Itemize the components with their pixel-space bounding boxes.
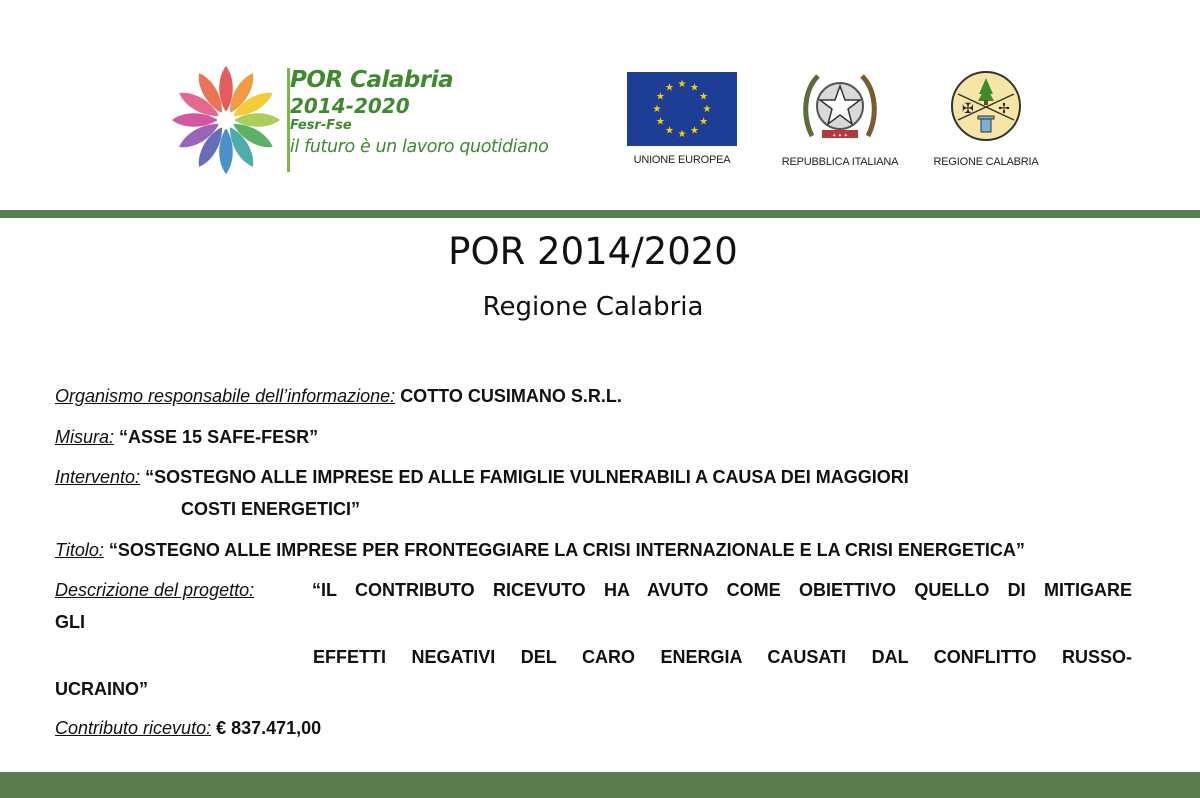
field-descrizione (55, 578, 254, 602)
por-calabria-logo (170, 62, 610, 182)
field-intervento (55, 465, 909, 489)
organismo-label: Organismo responsabile dell’informazione: (55, 386, 396, 406)
contributo-value: € 837.471,00 (216, 718, 322, 738)
page-title: POR 2014/2020 (448, 230, 738, 273)
eu-flag-icon (627, 72, 737, 146)
svg-text:★: ★ (665, 125, 674, 137)
field-organismo (55, 384, 622, 408)
por-logo-text (290, 66, 548, 160)
intervento-value-line2: COSTI ENERGETICI” (181, 499, 361, 519)
svg-text:★: ★ (699, 91, 709, 103)
svg-text:✢: ✢ (998, 101, 1010, 117)
svg-text:★: ★ (677, 129, 687, 140)
descrizione-value-line2: GLI (55, 612, 85, 632)
titolo-value: “SOSTEGNO ALLE IMPRESE PER FRONTEGGIARE LA CRISI INTERNAZIONALE E LA CRISI ENERGETICA” (108, 540, 1025, 560)
field-misura (55, 425, 318, 449)
por-logo-slogan: il futuro è un lavoro quotidiano (290, 137, 549, 157)
logo-header (0, 0, 1200, 210)
eu-label: UNIONE EUROPEA (633, 154, 731, 166)
organismo-value: COTTO CUSIMANO S.R.L. (400, 386, 622, 406)
calabria-label: REGIONE CALABRIA (933, 156, 1039, 168)
por-logo-fund: Fesr-Fse (290, 118, 352, 133)
top-divider (0, 210, 1200, 218)
por-logo-years: 2014-2020 (290, 94, 410, 118)
svg-text:✠: ✠ (962, 101, 974, 117)
intervento-value-line1: “SOSTEGNO ALLE IMPRESE ED ALLE FAMIGLIE VULNERABILI A CAUSA DEI MAGGIORI (145, 467, 909, 487)
bottom-divider (0, 772, 1200, 798)
svg-text:★: ★ (699, 116, 709, 128)
field-contributo (55, 716, 321, 740)
field-intervento-cont (181, 497, 360, 521)
misura-value: “ASSE 15 SAFE-FESR” (119, 427, 319, 447)
descrizione-value-line1: “IL CONTRIBUTO RICEVUTO HA AVUTO COME OBIETTIVO QUELLO DI MITIGARE (312, 580, 1132, 600)
italy-label: REPUBBLICA ITALIANA (781, 156, 899, 168)
svg-text:★: ★ (690, 125, 699, 137)
por-logo-title: POR Calabria (290, 67, 454, 93)
calabria-coat-of-arms-icon (948, 66, 1024, 148)
svg-text:★: ★ (665, 82, 674, 94)
descrizione-value-line3: EFFETTI NEGATIVI DEL CARO ENERGIA CAUSATI DAL CONFLITTO RUSSO- (313, 647, 1132, 667)
contributo-label: Contributo ricevuto: (55, 718, 212, 738)
descrizione-value-line4: UCRAINO” (55, 679, 148, 699)
svg-text:★: ★ (702, 104, 712, 115)
flower-logo-icon (170, 64, 282, 176)
svg-text:★: ★ (690, 82, 699, 94)
eu-emblem (620, 72, 744, 166)
page-subtitle: Regione Calabria (482, 292, 704, 322)
field-titolo (55, 538, 1025, 562)
calabria-emblem (926, 66, 1046, 168)
svg-text:★: ★ (677, 79, 687, 90)
descrizione-label: Descrizione del progetto: (55, 580, 255, 600)
italian-emblem-icon (800, 66, 880, 148)
svg-text:✦ ✦ ✦: ✦ ✦ ✦ (832, 133, 848, 139)
misura-label: Misura: (55, 427, 115, 447)
svg-text:★: ★ (655, 116, 665, 128)
italy-emblem (774, 66, 906, 168)
svg-text:★: ★ (652, 104, 662, 115)
svg-text:★: ★ (655, 91, 665, 103)
intervento-label: Intervento: (55, 467, 141, 487)
titolo-label: Titolo: (55, 540, 104, 560)
